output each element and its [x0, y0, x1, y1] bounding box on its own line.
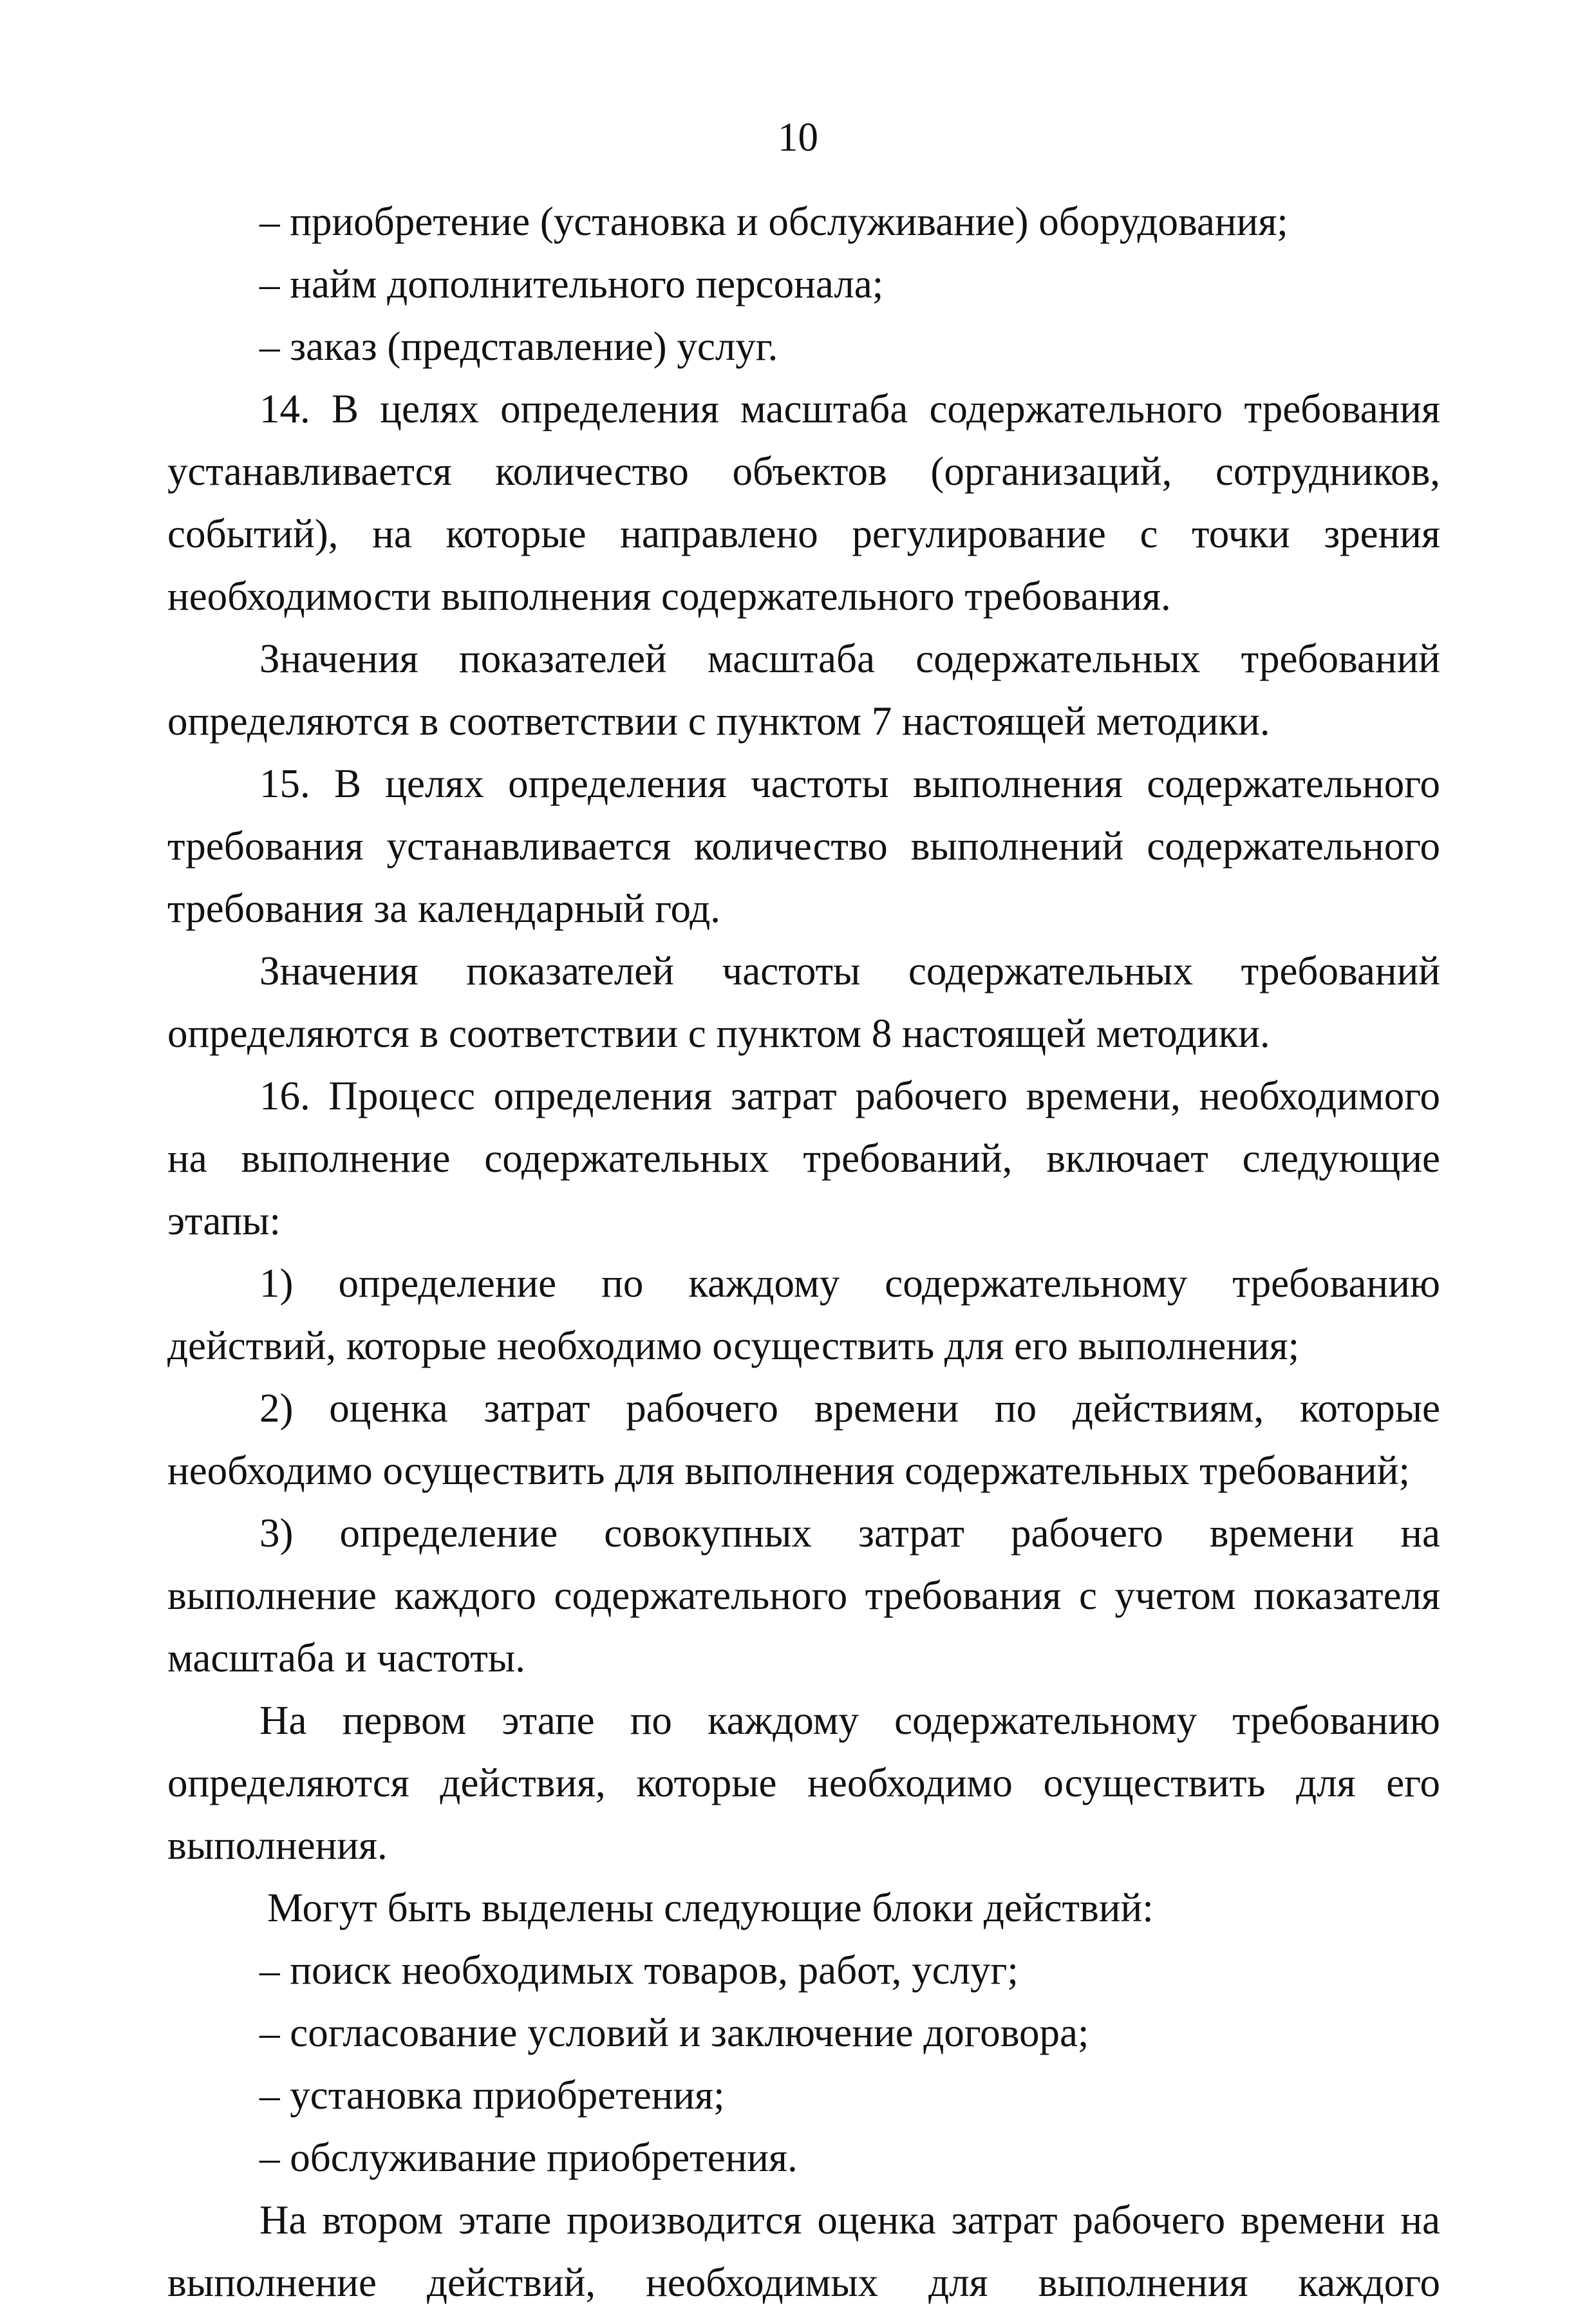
numbered-step: 1) определение по каждому содержательному требованию действий, которые необходимо осуществить для его выполнения;: [167, 1261, 1440, 1368]
numbered-step: 3) определение совокупных затрат рабочего времени на выполнение каждого содержательного требования с учетом показателя масштаба и частоты.: [167, 1510, 1440, 1680]
list-item: – согласование условий и заключение договора;: [259, 2010, 1089, 2055]
numbered-step: 2) оценка затрат рабочего времени по действиям, которые необходимо осуществить для выполнения содержательных требований;: [167, 1386, 1440, 1493]
list-item: – приобретение (установка и обслуживание) оборудования;: [259, 199, 1288, 244]
page-number: 10: [778, 115, 818, 160]
paragraph: Значения показателей частоты содержательных требований определяются в соответствии с пунктом 8 настоящей методики.: [167, 948, 1440, 1056]
list-item: – обслуживание приобретения.: [259, 2135, 798, 2180]
list-item: – заказ (представление) услуг.: [259, 324, 778, 369]
list-item: – установка приобретения;: [259, 2073, 725, 2118]
list-item: – найм дополнительного персонала;: [259, 261, 884, 306]
paragraph: На втором этапе производится оценка затрат рабочего времени на выполнение действий, необходимых для выполнения каждого: [167, 2197, 1440, 2305]
paragraph: Могут быть выделены следующие блоки действий:: [267, 1885, 1154, 1930]
paragraph-15: 15. В целях определения частоты выполнения содержательного требования устанавливается количество выполнений содержательного требования за календарный год.: [167, 761, 1440, 931]
paragraph-14: 14. В целях определения масштаба содержательного требования устанавливается количество объектов (организаций, сотрудников, событий), на которые направлено регулирование с точки зрения необходимости выполнения содержательного требования.: [167, 386, 1440, 619]
paragraph: На первом этапе по каждому содержательному требованию определяются действия, которые необходимо осуществить для его выполнения.: [167, 1698, 1440, 1868]
list-item: – поиск необходимых товаров, работ, услуг;: [259, 1948, 1019, 1993]
document-body: [167, 191, 1440, 2314]
paragraph: Значения показателей масштаба содержательных требований определяются в соответствии с пунктом 7 настоящей методики.: [167, 636, 1440, 744]
paragraph-16: 16. Процесс определения затрат рабочего времени, необходимого на выполнение содержательных требований, включает следующие этапы:: [167, 1073, 1440, 1243]
